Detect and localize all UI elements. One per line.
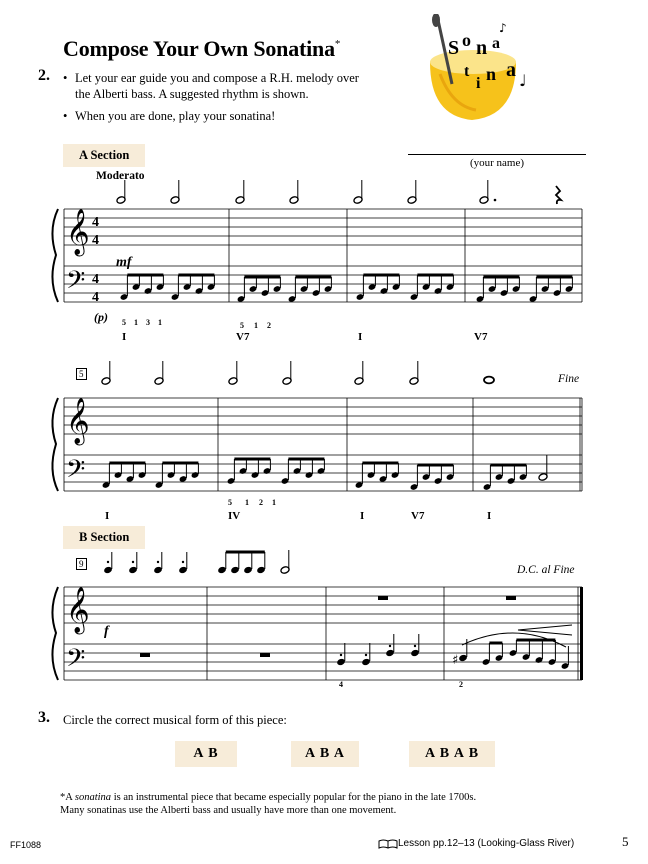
fingering: 3 <box>146 318 150 327</box>
measure-number-9: 9 <box>76 558 87 570</box>
chord-label: I <box>122 331 127 343</box>
svg-text:𝄢: 𝄢 <box>66 455 86 490</box>
item-2-number: 2. <box>38 67 50 84</box>
lesson-reference: Lesson pp.12–13 (Looking-Glass River) <box>398 838 575 849</box>
item-3-number: 3. <box>38 709 50 726</box>
svg-text:a: a <box>492 35 500 52</box>
svg-text:n: n <box>486 64 497 84</box>
svg-text:i: i <box>476 75 481 92</box>
svg-text:S: S <box>448 37 460 59</box>
svg-text:♯: ♯ <box>452 653 459 668</box>
chord-label: I <box>487 510 492 522</box>
chord-label: I <box>360 510 365 522</box>
svg-text:4: 4 <box>92 272 99 287</box>
fingering: 5 <box>228 498 232 507</box>
svg-text:t: t <box>464 63 470 80</box>
chord-label: V7 <box>474 331 488 343</box>
fine-mark: Fine <box>558 373 580 385</box>
page-title: Compose Your Own Sonatina* <box>63 36 341 61</box>
svg-text:4: 4 <box>92 233 99 248</box>
svg-text:𝄢: 𝄢 <box>66 644 86 679</box>
chord-label: V7 <box>236 331 250 343</box>
svg-text:a: a <box>506 59 516 81</box>
bullet-1: • Let your ear guide you and compose a R.H. melody over the Alberti bass. A suggested rhythm is shown. <box>63 71 359 101</box>
svg-text:o: o <box>462 30 471 50</box>
fingering: 1 <box>245 498 249 507</box>
fingering: 1 <box>254 321 258 330</box>
dynamic-f: f <box>104 624 109 639</box>
fingering: 2 <box>259 498 263 507</box>
b-section-label: B Section <box>63 526 145 549</box>
fingering: 1 <box>134 318 138 327</box>
a-section-label: A Section <box>63 144 145 167</box>
book-icon <box>378 838 398 850</box>
svg-text:n: n <box>476 37 488 59</box>
svg-text:𝄞: 𝄞 <box>66 587 90 633</box>
fingering: 5 <box>122 318 126 327</box>
chord-label: I <box>358 331 363 343</box>
page-number: 5 <box>622 834 629 849</box>
system-3 <box>52 550 583 680</box>
svg-text:4: 4 <box>92 215 99 230</box>
measure-number-5: 5 <box>76 368 87 380</box>
fingering: 2 <box>459 680 463 689</box>
fingering: 5 <box>240 321 244 330</box>
tempo-marking: Moderato <box>96 170 145 182</box>
svg-text:𝄞: 𝄞 <box>66 398 90 444</box>
svg-text:♪: ♪ <box>499 21 507 35</box>
svg-text:♩: ♩ <box>519 71 527 90</box>
chord-label: I <box>105 510 110 522</box>
svg-text:4: 4 <box>92 290 99 305</box>
chord-label: IV <box>228 510 241 522</box>
fingering: 2 <box>267 321 271 330</box>
name-caption: (your name) <box>469 157 525 169</box>
item-3-prompt: Circle the correct musical form of this piece: <box>63 713 287 727</box>
dynamic-p: (p) <box>94 310 108 324</box>
dynamic-mf: mf <box>116 255 132 270</box>
book-code: FF1088 <box>10 840 42 850</box>
chord-label: V7 <box>411 510 425 522</box>
answer-option-abab[interactable]: A B A B <box>409 741 495 767</box>
answer-option-aba[interactable]: A B A <box>291 741 359 767</box>
fingering: 4 <box>339 680 343 689</box>
system-2 <box>52 361 582 491</box>
dc-al-fine-mark: D.C. al Fine <box>517 564 575 576</box>
answer-option-ab[interactable]: A B <box>175 741 237 767</box>
fingering: 1 <box>158 318 162 327</box>
bullet-2: • When you are done, play your sonatina! <box>63 109 276 123</box>
footnote: *A sonatina is an instrumental piece that became especially popular for the piano in the late 1700s. Many sonatinas use the Alberti bass and usually have more than one movement. <box>60 792 477 816</box>
system-1 <box>52 180 582 305</box>
svg-text:𝄞: 𝄞 <box>66 209 90 255</box>
svg-text:𝄢: 𝄢 <box>66 266 86 301</box>
fingering: 1 <box>272 498 276 507</box>
